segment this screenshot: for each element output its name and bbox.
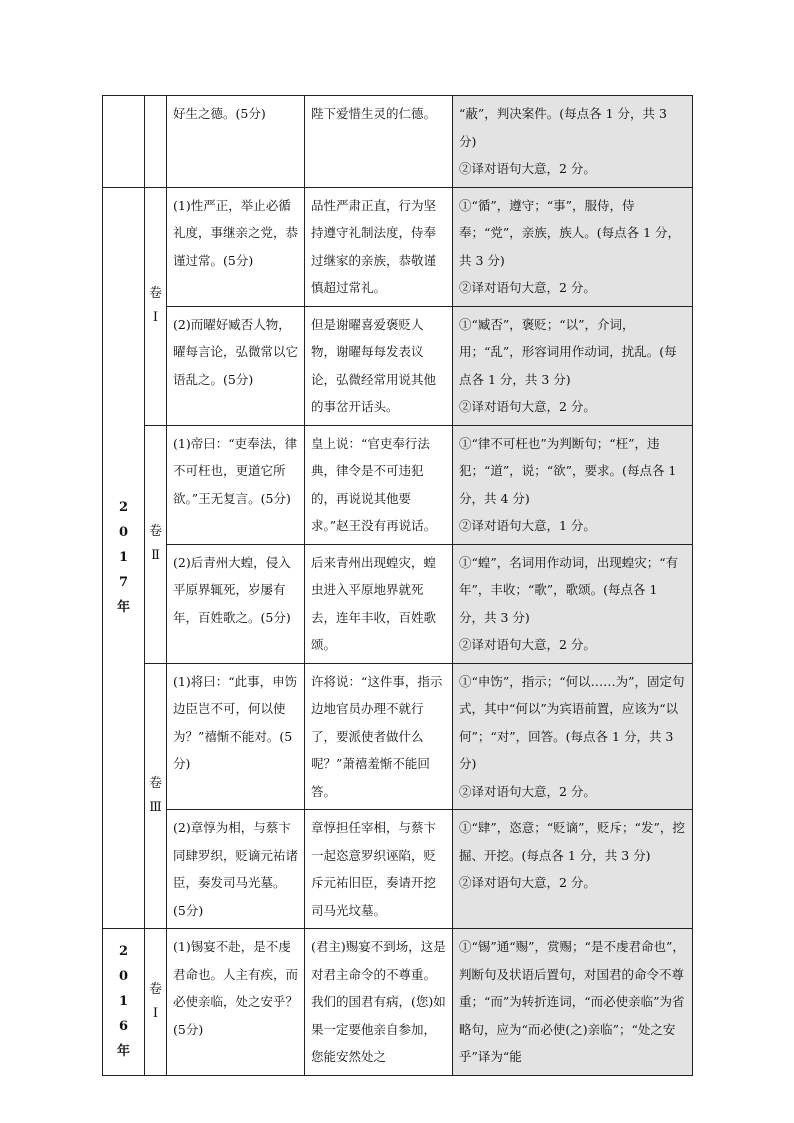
scoring-cell: ①“循”，遵守；“事”，服侍，侍奉；“党”，亲族，族人。(每点各 1 分，共 3 分) ②译对语句大意，2 分。 <box>453 187 693 306</box>
volume-cell-empty <box>145 96 167 188</box>
table-row <box>103 544 693 663</box>
question-cell: (2)章惇为相，与蔡卞同肆罗织，贬谪元祐诸臣，奏发司马光墓。(5分) <box>167 810 305 929</box>
volume-cell-3: 卷 Ⅲ <box>145 663 167 929</box>
table-row <box>103 810 693 929</box>
translation-cell: 皇上说：“官吏奉行法典，律令是不可违犯的，再说说其他要求。”赵王没有再说话。 <box>305 425 453 544</box>
translation-cell: 陛下爱惜生灵的仁德。 <box>305 96 453 188</box>
translation-cell: (君主)赐宴不到场，这是对君主命令的不尊重。我们的国君有病，(您)如果一定要他亲自参加，您能安然处之 <box>305 929 453 1076</box>
year-cell-2016: 2 0 1 6 年 <box>103 929 145 1076</box>
table-row <box>103 425 693 544</box>
volume-cell-1: 卷 Ⅰ <box>145 187 167 425</box>
table-row <box>103 306 693 425</box>
translation-cell: 品性严肃正直，行为坚持遵守礼制法度，侍奉过继家的亲族，恭敬谨慎超过常礼。 <box>305 187 453 306</box>
year-cell-2017: 2 0 1 7 年 <box>103 187 145 929</box>
scoring-cell: ①“律不可枉也”为判断句；“枉”，违犯；“道”，说；“欲”，要求。(每点各 1 分，共 4 分) ②译对语句大意，1 分。 <box>453 425 693 544</box>
table-row <box>103 929 693 1076</box>
question-cell: 好生之德。(5分) <box>167 96 305 188</box>
scoring-cell: ①“申饬”，指示；“何以……为”，固定句式，其中“何以”为宾语前置，应该为“以何”；“对”，回答。(每点各 1 分，共 3 分) ②译对语句大意，2 分。 <box>453 663 693 810</box>
question-cell: (2)而曜好臧否人物，曜每言论，弘微常以它语乱之。(5分) <box>167 306 305 425</box>
table-row <box>103 663 693 810</box>
table-row <box>103 96 693 188</box>
question-cell: (1)帝曰：“吏奉法，律不可枉也，更道它所欲。”王无复言。(5分) <box>167 425 305 544</box>
table-row <box>103 187 693 306</box>
question-cell: (1)锡宴不赴，是不虔君命也。人主有疾，而必使亲临，处之安乎？(5分) <box>167 929 305 1076</box>
translation-cell: 章惇担任宰相，与蔡卞一起恣意罗织诬陷，贬斥元祐旧臣，奏请开挖司马光坟墓。 <box>305 810 453 929</box>
translation-cell: 后来青州出现蝗灾，蝗虫进入平原地界就死去，连年丰收，百姓歌颂。 <box>305 544 453 663</box>
translation-cell: 但是谢曜喜爱褒贬人物，谢曜每每发表议论，弘微经常用说其他的事岔开话头。 <box>305 306 453 425</box>
volume-cell-4: 卷 Ⅰ <box>145 929 167 1076</box>
question-cell: (1)性严正，举止必循礼度，事继亲之党，恭谨过常。(5分) <box>167 187 305 306</box>
question-cell: (1)将曰：“此事，申饬边臣岂不可，何以使为？”禧惭不能对。(5分) <box>167 663 305 810</box>
scoring-cell: ①“臧否”，褒贬；“以”，介词，用；“乱”，形容词用作动词，扰乱。(每点各 1 分，共 3 分) ②译对语句大意，2 分。 <box>453 306 693 425</box>
scoring-cell: ①“肆”，恣意；“贬谪”，贬斥；“发”，挖掘、开挖。(每点各 1 分，共 3 分) ②译对语句大意，2 分。 <box>453 810 693 929</box>
volume-cell-2: 卷 Ⅱ <box>145 425 167 663</box>
scoring-cell: ①“锡”通“赐”，赏赐；“是不虔君命也”，判断句及状语后置句，对国君的命令不尊重；“而”为转折连词，“而必使亲临”为省略句，应为“而必使(之)亲临”；“处之安乎”译为“能 <box>453 929 693 1076</box>
answer-table <box>102 95 693 1076</box>
scoring-cell: “蔽”，判决案件。(每点各 1 分，共 3 分) ②译对语句大意，2 分。 <box>453 96 693 188</box>
question-cell: (2)后青州大蝗，侵入平原界辄死，岁屡有年，百姓歌之。(5分) <box>167 544 305 663</box>
year-cell-empty <box>103 96 145 188</box>
translation-cell: 许将说：“这件事，指示边地官员办理不就行了，要派使者做什么呢？”萧禧羞惭不能回答。 <box>305 663 453 810</box>
scoring-cell: ①“蝗”，名词用作动词，出现蝗灾；“有年”，丰收；“歌”，歌颂。(每点各 1 分，共 3 分) ②译对语句大意，2 分。 <box>453 544 693 663</box>
